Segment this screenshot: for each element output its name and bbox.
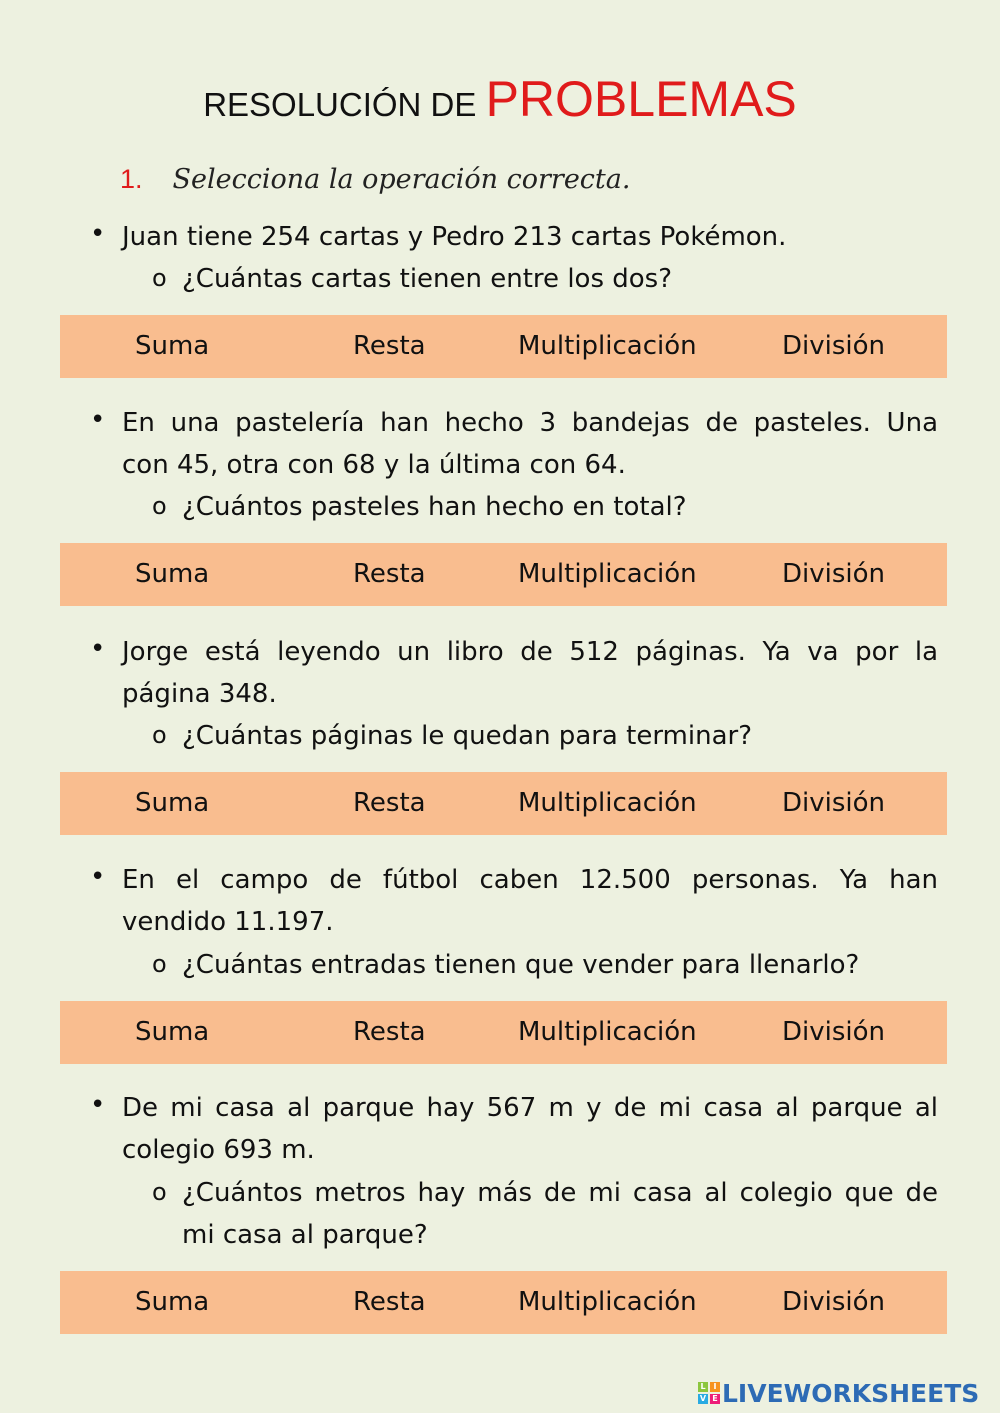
circle-bullet-icon: o: [152, 492, 167, 520]
bullet-icon: •: [90, 405, 106, 435]
circle-bullet-icon: o: [152, 1178, 167, 1206]
question-line: ¿Cuántas páginas le quedan para terminar?: [182, 721, 753, 751]
option-division[interactable]: División: [782, 331, 886, 361]
bullet-icon: •: [90, 634, 106, 664]
question-line: ¿Cuántos metros hay más de mi casa al colegio que de: [182, 1178, 938, 1208]
answer-options: [60, 1001, 947, 1064]
option-resta[interactable]: Resta: [353, 331, 426, 361]
answer-options: [60, 543, 947, 606]
option-division[interactable]: División: [782, 1017, 886, 1047]
option-multiplicacion[interactable]: Multiplicación: [518, 559, 697, 589]
problem-line: En una pastelería han hecho 3 bandejas de pasteles. Una: [122, 408, 938, 438]
answer-options: [60, 315, 947, 378]
option-multiplicacion[interactable]: Multiplicación: [518, 1287, 697, 1317]
problem-line: Juan tiene 254 cartas y Pedro 213 cartas Pokémon.: [122, 222, 787, 252]
option-resta[interactable]: Resta: [353, 1287, 426, 1317]
logo-text: LIVEWORKSHEETS: [722, 1378, 980, 1408]
problem-line: página 348.: [122, 679, 277, 709]
bullet-icon: •: [90, 219, 106, 249]
instruction: [120, 164, 630, 195]
problem-text: [122, 402, 938, 486]
problem-question: [182, 486, 938, 528]
question-line: ¿Cuántas entradas tienen que vender para llenarlo?: [182, 950, 860, 980]
question-line: ¿Cuántas cartas tienen entre los dos?: [182, 264, 673, 294]
option-multiplicacion[interactable]: Multiplicación: [518, 331, 697, 361]
option-division[interactable]: División: [782, 788, 886, 818]
question-line: mi casa al parque?: [182, 1220, 428, 1250]
circle-bullet-icon: o: [152, 721, 167, 749]
option-multiplicacion[interactable]: Multiplicación: [518, 1017, 697, 1047]
liveworksheets-logo: [698, 1378, 979, 1408]
problem-line: En el campo de fútbol caben 12.500 personas. Ya han: [122, 865, 938, 895]
problem-line: con 45, otra con 68 y la última con 64.: [122, 450, 626, 480]
title-part-1: RESOLUCIÓN DE: [203, 86, 486, 123]
instruction-text: Selecciona la operación correcta.: [172, 164, 631, 195]
option-suma[interactable]: Suma: [135, 331, 210, 361]
problem-question: [182, 944, 938, 986]
problem-text: [122, 631, 938, 715]
problem-question: [182, 715, 938, 757]
problem-line: Jorge está leyendo un libro de 512 páginas. Ya va por la: [122, 637, 938, 667]
problem-text: [122, 216, 938, 258]
option-division[interactable]: División: [782, 559, 886, 589]
problem-line: De mi casa al parque hay 567 m y de mi casa al parque al: [122, 1093, 938, 1123]
option-suma[interactable]: Suma: [135, 788, 210, 818]
title-part-2: PROBLEMAS: [485, 71, 797, 127]
problem-text: [122, 1087, 938, 1171]
problem-line: colegio 693 m.: [122, 1135, 315, 1165]
bullet-icon: •: [90, 862, 106, 892]
liveworksheets-mark-icon: L I V E: [698, 1382, 720, 1404]
problem-line: vendido 11.197.: [122, 907, 334, 937]
option-resta[interactable]: Resta: [353, 1017, 426, 1047]
option-resta[interactable]: Resta: [353, 788, 426, 818]
option-multiplicacion[interactable]: Multiplicación: [518, 788, 697, 818]
option-resta[interactable]: Resta: [353, 559, 426, 589]
circle-bullet-icon: o: [152, 950, 167, 978]
answer-options: [60, 1271, 947, 1334]
problem-question: [182, 258, 938, 300]
circle-bullet-icon: o: [152, 264, 167, 292]
instruction-number: 1.: [120, 164, 143, 194]
option-suma[interactable]: Suma: [135, 559, 210, 589]
bullet-icon: •: [90, 1090, 106, 1120]
question-line: ¿Cuántos pasteles han hecho en total?: [182, 492, 687, 522]
option-division[interactable]: División: [782, 1287, 886, 1317]
page-title: [0, 70, 1000, 128]
option-suma[interactable]: Suma: [135, 1287, 210, 1317]
problem-question: [182, 1172, 938, 1256]
answer-options: [60, 772, 947, 835]
option-suma[interactable]: Suma: [135, 1017, 210, 1047]
problem-text: [122, 859, 938, 943]
